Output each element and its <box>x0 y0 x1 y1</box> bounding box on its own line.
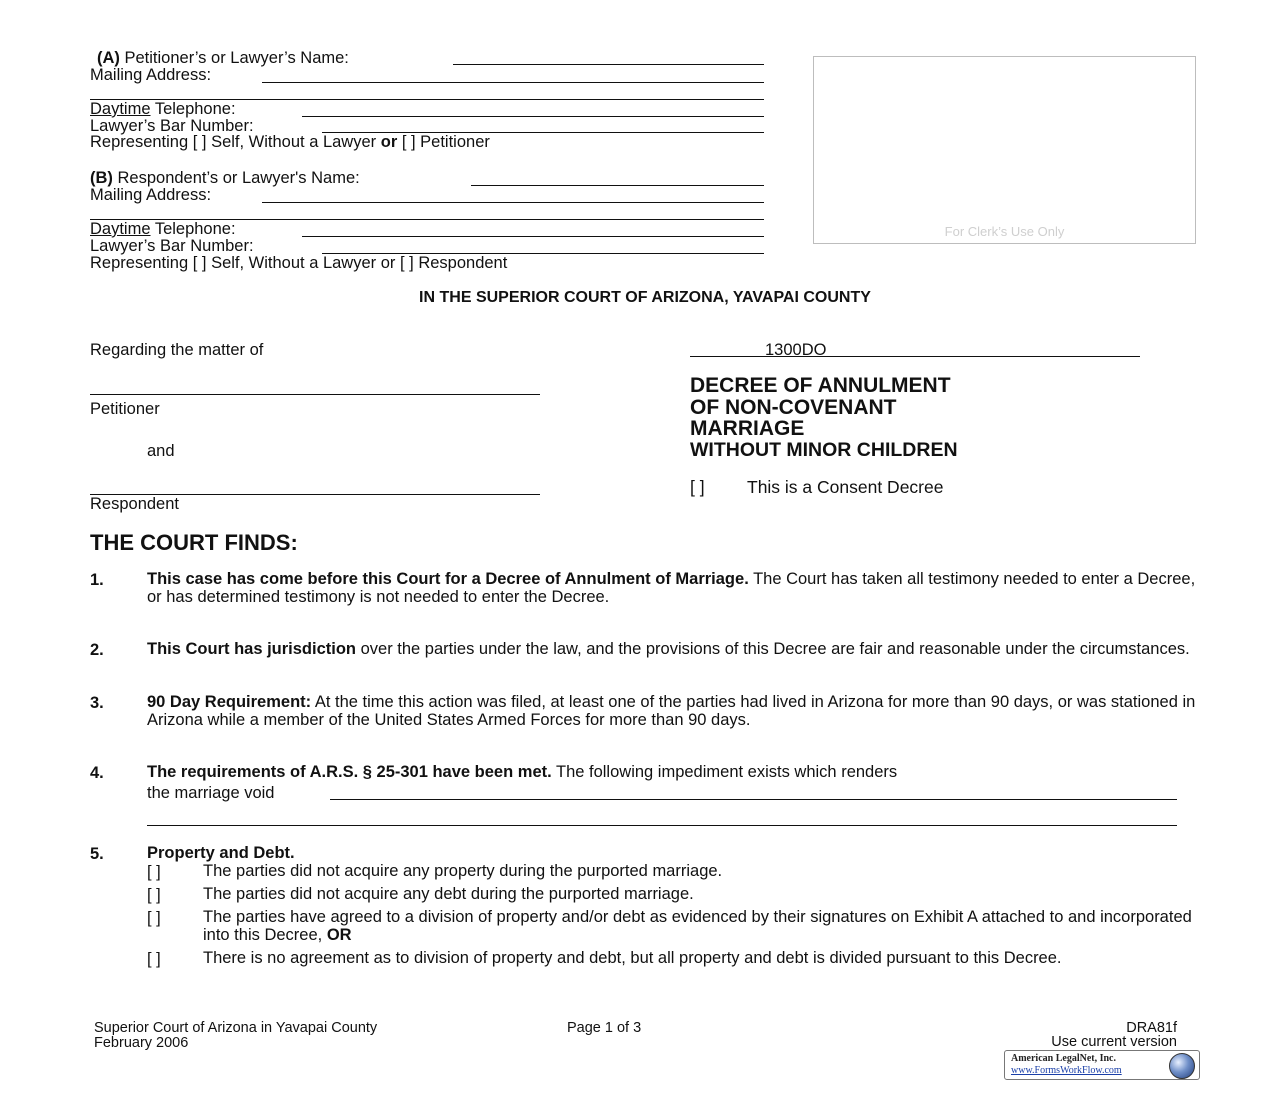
respondent-name-field[interactable] <box>471 185 764 186</box>
impediment-field-1[interactable] <box>330 799 1177 800</box>
case-number-field[interactable] <box>690 356 1140 357</box>
case-number: 1300DO <box>765 341 827 359</box>
finding-4-line2-label: the marriage void <box>147 784 275 802</box>
footer-page: Page 1 of 3 <box>567 1020 642 1036</box>
property-checkbox-4[interactable]: [ ] <box>147 950 161 968</box>
respondent-representing: Representing [ ] Self, Without a Lawyer or [ ] Respondent <box>90 254 508 272</box>
respondent-telephone-label: Daytime Telephone: <box>90 220 236 238</box>
decree-title-line-4: WITHOUT MINOR CHILDREN <box>690 438 958 461</box>
globe-icon <box>1169 1053 1195 1079</box>
petitioner-telephone-label: Daytime Telephone: <box>90 100 236 118</box>
property-checkbox-2[interactable]: [ ] <box>147 886 161 904</box>
decree-title-line-1: DECREE OF ANNULMENT <box>690 374 951 397</box>
consent-checkbox[interactable]: [ ] <box>690 477 705 497</box>
petitioner-telephone-field[interactable] <box>302 116 764 117</box>
and-label: and <box>147 442 175 460</box>
regarding-label: Regarding the matter of <box>90 341 264 359</box>
finding-2-text: This Court has jurisdiction over the parties under the law, and the provisions of this Decree are fair and reasonable under the circumstances. <box>147 640 1190 658</box>
property-checkbox-1[interactable]: [ ] <box>147 863 161 881</box>
footer-date: February 2006 <box>94 1035 189 1051</box>
petitioner-name-field[interactable] <box>453 64 764 65</box>
court-finds-heading: THE COURT FINDS: <box>90 530 298 555</box>
respondent-telephone-field[interactable] <box>302 236 764 237</box>
petitioner-bar-label: Lawyer’s Bar Number: <box>90 117 254 135</box>
legalnet-logo[interactable] <box>1004 1050 1200 1080</box>
finding-5-heading: Property and Debt. <box>147 844 295 862</box>
petitioner-mailing-label: Mailing Address: <box>90 66 212 84</box>
respondent-bar-label: Lawyer’s Bar Number: <box>90 237 254 255</box>
respondent-caption-label: Respondent <box>90 495 179 513</box>
finding-3-number: 3. <box>90 694 104 712</box>
logo-name: American LegalNet, Inc. <box>1011 1053 1116 1064</box>
property-item-2: The parties did not acquire any debt during the purported marriage. <box>203 885 694 903</box>
decree-title <box>690 375 958 461</box>
finding-3-text: 90 Day Requirement: At the time this action was filed, at least one of the parties had lived in Arizona for more than 90 days, or was stationed in Arizona while a member of the United States Armed Forces for more than 90 days. <box>147 693 1196 729</box>
clerk-use-label: For Clerk’s Use Only <box>944 224 1065 239</box>
petitioner-caption-label: Petitioner <box>90 400 160 418</box>
footer-version-note: Use current version <box>1051 1034 1177 1050</box>
clerk-use-box <box>813 56 1196 244</box>
court-title: IN THE SUPERIOR COURT OF ARIZONA, YAVAPAI COUNTY <box>419 289 871 306</box>
impediment-field-2[interactable] <box>147 825 1177 826</box>
footer-form-code: DRA81f <box>1126 1020 1177 1036</box>
property-item-1: The parties did not acquire any property during the purported marriage. <box>203 862 723 880</box>
petitioner-caption-field[interactable] <box>90 394 540 395</box>
property-item-3: The parties have agreed to a division of property and/or debt as evidenced by their signatures on Exhibit A attached to and incorporated into this Decree, OR <box>203 908 1192 944</box>
finding-4-number: 4. <box>90 764 104 782</box>
consent-label: This is a Consent Decree <box>747 477 944 497</box>
footer-court: Superior Court of Arizona in Yavapai County <box>94 1020 378 1036</box>
logo-url[interactable]: www.FormsWorkFlow.com <box>1011 1065 1122 1076</box>
finding-4-text: The requirements of A.R.S. § 25-301 have been met. The following impediment exists which renders <box>147 763 898 781</box>
petitioner-mailing-field-1[interactable] <box>262 82 764 83</box>
respondent-name-label: (B) Respondent’s or Lawyer's Name: <box>90 169 360 187</box>
petitioner-name-label: (A) Petitioner’s or Lawyer’s Name: <box>97 49 349 67</box>
petitioner-representing: Representing [ ] Self, Without a Lawyer or [ ] Petitioner <box>90 133 490 151</box>
respondent-mailing-field-1[interactable] <box>262 202 764 203</box>
decree-title-line-3: MARRIAGE <box>690 417 805 440</box>
property-item-4: There is no agreement as to division of property and debt, but all property and debt is divided pursuant to this Decree. <box>203 949 1062 967</box>
decree-title-line-2: OF NON-COVENANT <box>690 395 897 419</box>
finding-5-number: 5. <box>90 845 104 863</box>
property-checkbox-3[interactable]: [ ] <box>147 909 161 927</box>
finding-2-number: 2. <box>90 641 104 659</box>
respondent-mailing-label: Mailing Address: <box>90 186 212 204</box>
finding-1-number: 1. <box>90 571 104 589</box>
finding-1-text: This case has come before this Court for a Decree of Annulment of Marriage. The Court has taken all testimony needed to enter a Decree, or has determined testimony is not needed to enter the Decree. <box>147 570 1196 606</box>
